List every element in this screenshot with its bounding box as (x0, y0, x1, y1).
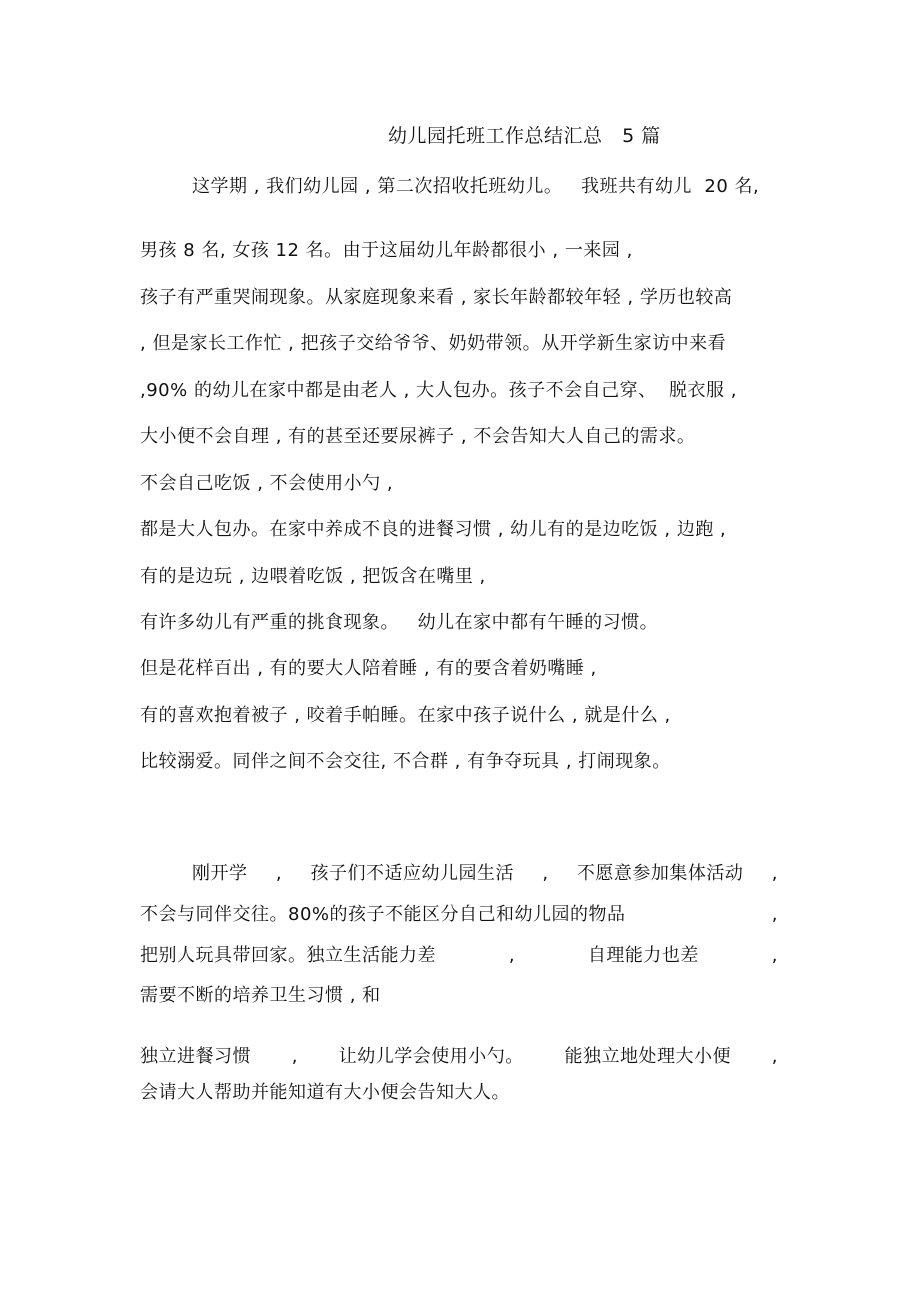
text-segment: , (771, 863, 778, 884)
text-segment: , (275, 863, 283, 884)
paragraph-line: 有的是边玩 , 边喂着吃饭 , 把饭含在嘴里 , (140, 566, 486, 587)
text-segment: 不愿意参加集体活动 (576, 863, 744, 884)
paragraph-line: 比较溺爱。同伴之间不会交往, 不合群 , 有争夺玩具 , 打闹现象。 (140, 751, 671, 772)
text-segment: , (542, 863, 549, 884)
text-segment: 独立进餐习惯 (140, 1046, 251, 1067)
paragraph-line: 男孩 8 名, 女孩 12 名。由于这届幼儿年龄都很小 , 一来园 , (140, 240, 633, 261)
text-segment: , (771, 945, 778, 966)
text-segment: 能独立地处理大小便 (564, 1046, 731, 1067)
text-segment: , (508, 945, 516, 966)
paragraph-line: 都是大人包办。在家中养成不良的进餐习惯 , 幼儿有的是边吃饭 , 边跑 , (140, 519, 727, 540)
paragraph-line: 大小便不会自理 , 有的甚至还要尿裤子 , 不会告知大人自己的需求。 (140, 426, 696, 447)
text-segment: 刚开学 (192, 863, 248, 884)
paragraph-line: , 但是家长工作忙 , 把孩子交给爷爷、奶奶带领。从开学新生家访中来看 (140, 333, 727, 354)
paragraph-line: 不会自己吃饭 , 不会使用小勺 , (140, 473, 394, 494)
text-segment: , (291, 1046, 298, 1067)
paragraph-line (140, 903, 778, 927)
paragraph-line: 有的喜欢抱着被子 , 咬着手帕睡。在家中孩子说什么 , 就是什么 , (140, 705, 671, 726)
text-segment: 让幼儿学会使用小勺。 (338, 1046, 524, 1067)
paragraph-line: 这学期 , 我们幼儿园 , 第二次招收托班幼儿。 我班共有幼儿 20 名, (192, 176, 760, 197)
paragraph-line: 有许多幼儿有严重的挑食现象。 幼儿在家中都有午睡的习惯。 (140, 612, 659, 633)
text-segment: 不会与同伴交往。80%的孩子不能区分自己和幼儿园的物品 (140, 904, 626, 925)
text-segment: , (771, 904, 778, 925)
paragraph-line (140, 1045, 778, 1069)
paragraph-line: 会请大人帮助并能知道有大小便会告知大人。 (140, 1082, 510, 1103)
paragraph-line: 需要不断的培养卫生习惯 , 和 (140, 985, 381, 1006)
text-segment: 把别人玩具带回家。独立生活能力差 (140, 945, 436, 966)
paragraph-line (192, 862, 778, 886)
paragraph-line: 但是花样百出 , 有的要大人陪着睡 , 有的要含着奶嘴睡 , (140, 658, 597, 679)
text-segment: 孩子们不适应幼儿园生活 (310, 863, 514, 884)
paragraph-line: ,90% 的幼儿在家中都是由老人 , 大人包办。孩子不会自己穿、 脱衣服 , (140, 380, 738, 401)
text-segment: , (771, 1046, 778, 1067)
paragraph-line: 孩子有严重哭闹现象。从家庭现象来看 , 家长年龄都较年轻 , 学历也较高 (140, 287, 733, 308)
paragraph-line (140, 944, 778, 968)
text-segment: 自理能力也差 (587, 945, 699, 966)
page-title: 幼儿园托班工作总结汇总 5 篇 (388, 125, 661, 147)
